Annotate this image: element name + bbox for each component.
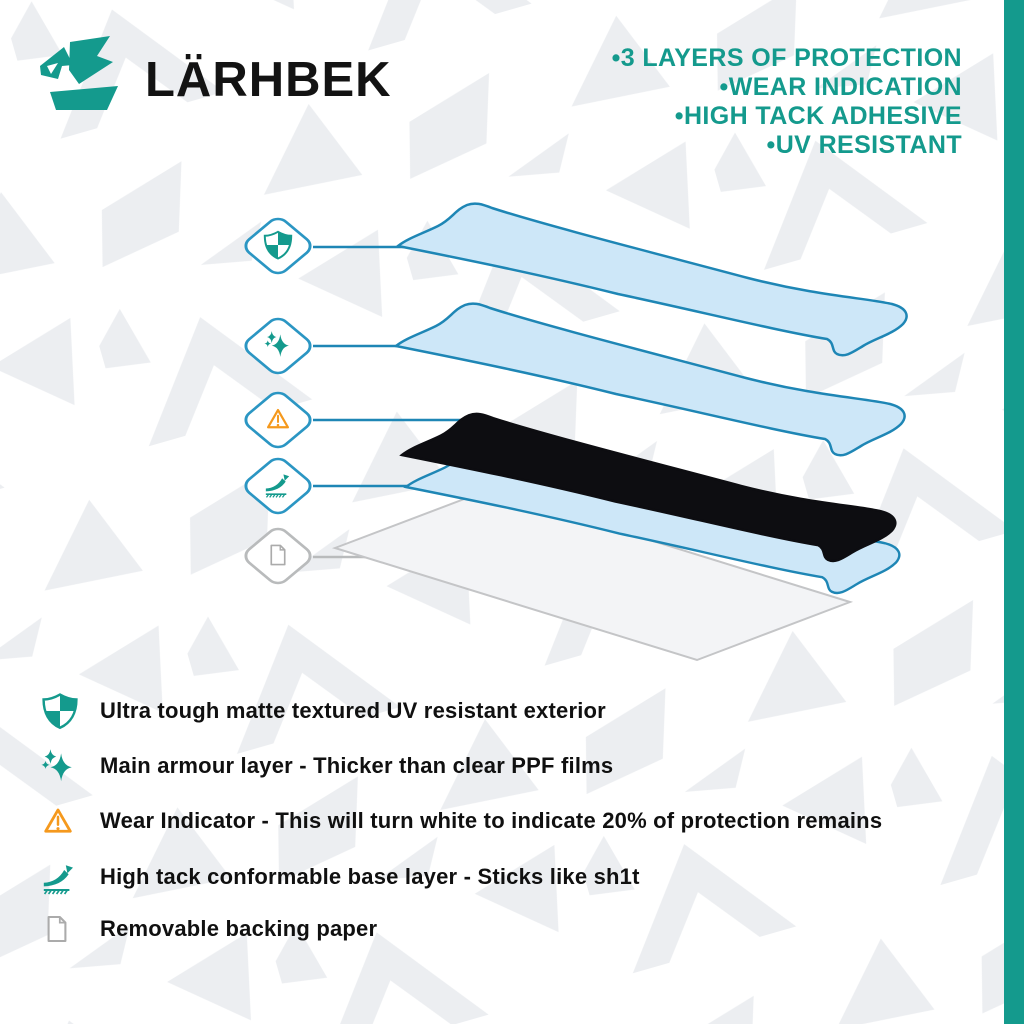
- backing-paper-icon: [271, 545, 284, 564]
- legend-text: Removable backing paper: [100, 916, 378, 941]
- legend-row-exterior: [100, 687, 606, 735]
- legend-text: Wear Indicator - This will turn white to indicate 20% of protection remains: [100, 808, 883, 833]
- brand-wordmark: LÄRHBEK: [145, 52, 392, 107]
- feature-item: •HIGH TACK ADHESIVE: [674, 102, 962, 130]
- legend-row-adhesive: [100, 853, 640, 901]
- feature-item: •3 LAYERS OF PROTECTION: [611, 44, 962, 72]
- legend-text: Main armour layer - Thicker than clear PPF films: [100, 753, 614, 778]
- legend-text: Ultra tough matte textured UV resistant exterior: [100, 698, 606, 723]
- feature-list: [612, 44, 962, 160]
- feature-item: •UV RESISTANT: [766, 131, 962, 159]
- legend-row-wear-indicator: [100, 797, 882, 845]
- legend-backing-paper-icon: [49, 917, 66, 941]
- brand-logo: [32, 34, 392, 120]
- feature-item: •WEAR INDICATION: [719, 73, 962, 101]
- legend-row-backing-paper: [100, 905, 377, 953]
- larhbek-mark-icon: [32, 34, 136, 120]
- legend-row-armour: [100, 742, 613, 790]
- legend-text: High tack conformable base layer - Sticks like sh1t: [100, 864, 640, 889]
- right-accent-bar: [1004, 0, 1024, 1024]
